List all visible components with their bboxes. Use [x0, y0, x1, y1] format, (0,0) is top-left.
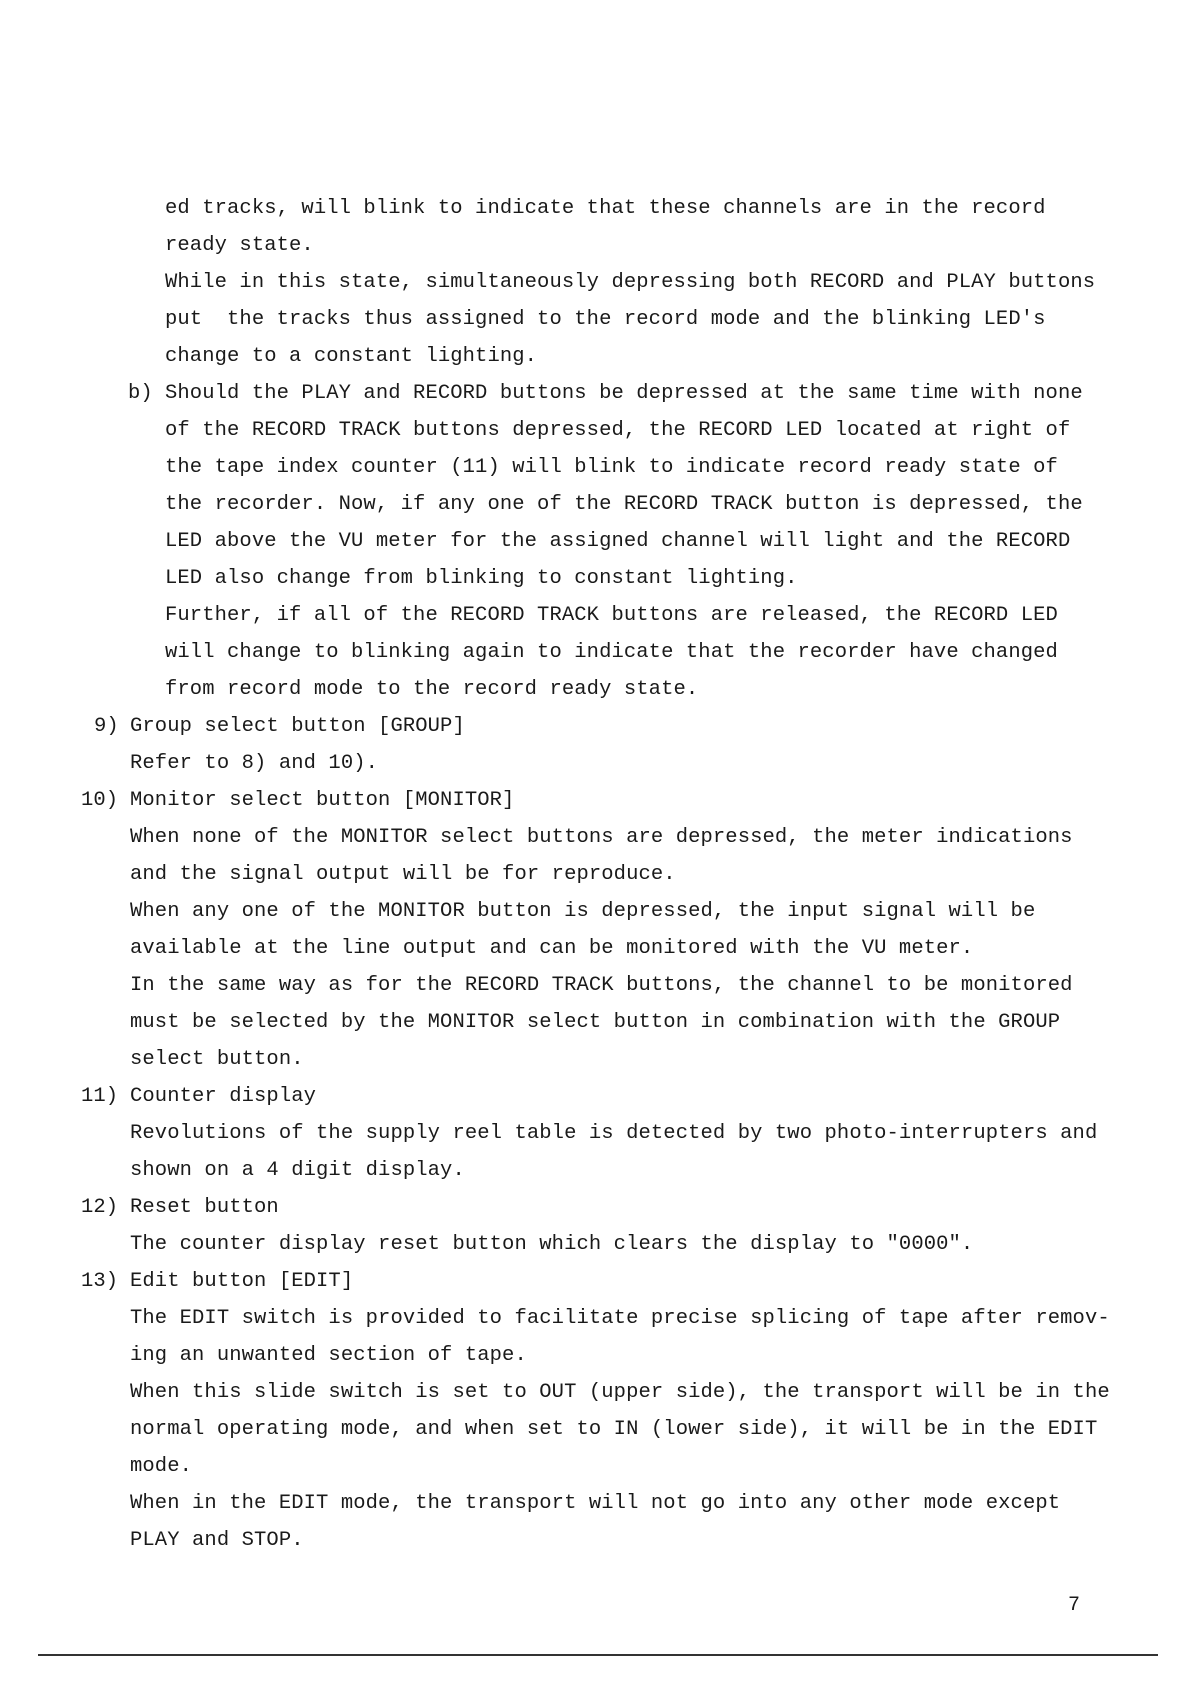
item-13-line: The EDIT switch is provided to facilitate precise splicing of tape after remov-	[130, 1307, 1110, 1330]
item-9-heading: Group select button [GROUP]	[130, 715, 465, 738]
item-b-line: of the RECORD TRACK buttons depressed, the RECORD LED located at right of	[165, 419, 1071, 442]
intro-line: change to a constant lighting.	[165, 345, 538, 368]
item-13-line: ing an unwanted section of tape.	[130, 1344, 527, 1367]
item-12-line: The counter display reset button which clears the display to "0000".	[130, 1233, 974, 1256]
item-13-heading: Edit button [EDIT]	[130, 1270, 354, 1293]
item-13-line: When in the EDIT mode, the transport will not go into any other mode except	[130, 1492, 1061, 1515]
item-b-line: Further, if all of the RECORD TRACK buttons are released, the RECORD LED	[165, 604, 1058, 627]
item-b-marker: b)	[128, 382, 153, 405]
item-10-line: must be selected by the MONITOR select button in combination with the GROUP	[130, 1011, 1061, 1034]
item-b-line: LED above the VU meter for the assigned channel will light and the RECORD	[165, 530, 1071, 553]
item-9-marker: 9)	[94, 715, 119, 738]
item-13-line: normal operating mode, and when set to IN (lower side), it will be in the EDIT	[130, 1418, 1098, 1441]
intro-line: ed tracks, will blink to indicate that these channels are in the record	[165, 197, 1046, 220]
item-10-line: When none of the MONITOR select buttons are depressed, the meter indications	[130, 826, 1073, 849]
item-11-heading: Counter display	[130, 1085, 317, 1108]
intro-line: put the tracks thus assigned to the record mode and the blinking LED's	[165, 308, 1046, 331]
bottom-rule	[38, 1654, 1158, 1656]
intro-line: ready state.	[165, 234, 314, 257]
item-12-marker: 12)	[81, 1196, 119, 1219]
item-b-line: Should the PLAY and RECORD buttons be depressed at the same time with none	[165, 382, 1083, 405]
item-b-line: the recorder. Now, if any one of the RECORD TRACK button is depressed, the	[165, 493, 1083, 516]
item-b-line: LED also change from blinking to constant lighting.	[165, 567, 798, 590]
item-10-line: In the same way as for the RECORD TRACK buttons, the channel to be monitored	[130, 974, 1073, 997]
item-10-line: select button.	[130, 1048, 304, 1071]
item-11-line: shown on a 4 digit display.	[130, 1159, 465, 1182]
item-10-line: and the signal output will be for reproduce.	[130, 863, 676, 886]
item-b-line: from record mode to the record ready state.	[165, 678, 699, 701]
item-11-marker: 11)	[81, 1085, 119, 1108]
item-b-line: the tape index counter (11) will blink to indicate record ready state of	[165, 456, 1058, 479]
item-b-line: will change to blinking again to indicate that the recorder have changed	[165, 641, 1058, 664]
item-10-marker: 10)	[81, 789, 119, 812]
page-number: 7	[1067, 1594, 1080, 1617]
item-13-line: When this slide switch is set to OUT (upper side), the transport will be in the	[130, 1381, 1110, 1404]
item-13-line: PLAY and STOP.	[130, 1529, 304, 1552]
item-9-line: Refer to 8) and 10).	[130, 752, 379, 775]
item-13-marker: 13)	[81, 1270, 119, 1293]
item-10-heading: Monitor select button [MONITOR]	[130, 789, 515, 812]
item-12-heading: Reset button	[130, 1196, 279, 1219]
item-10-line: When any one of the MONITOR button is depressed, the input signal will be	[130, 900, 1036, 923]
item-10-line: available at the line output and can be monitored with the VU meter.	[130, 937, 974, 960]
item-11-line: Revolutions of the supply reel table is detected by two photo-interrupters and	[130, 1122, 1098, 1145]
item-13-line: mode.	[130, 1455, 193, 1478]
intro-line: While in this state, simultaneously depressing both RECORD and PLAY buttons	[165, 271, 1096, 294]
